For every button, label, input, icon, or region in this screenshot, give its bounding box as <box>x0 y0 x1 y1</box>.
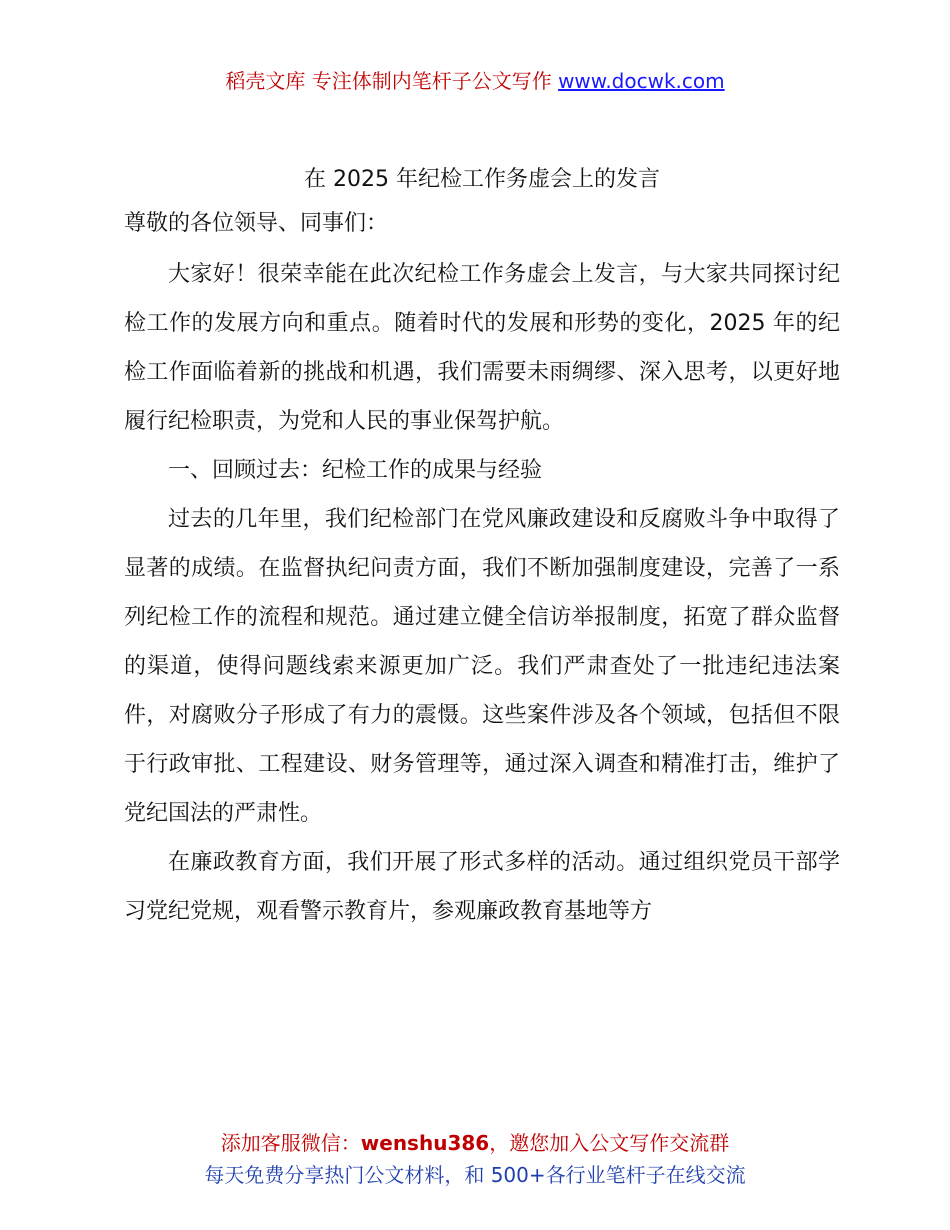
paragraph-intro: 大家好！很荣幸能在此次纪检工作务虚会上发言，与大家共同探讨纪检工作的发展方向和重点。随着时代的发展和形势的变化，2025 年的纪检工作面临着新的挑战和机遇，我们需要未雨绸缪、深入思考，以更好地履行纪检职责，为党和人民的事业保驾护航。 <box>124 262 840 434</box>
header-link[interactable]: www.docwk.com <box>558 69 725 93</box>
site-footer <box>0 1127 950 1191</box>
document-body <box>124 160 840 936</box>
paragraph-achievements: 过去的几年里，我们纪检部门在党风廉政建设和反腐败斗争中取得了显著的成绩。在监督执纪问责方面，我们不断加强制度建设，完善了一系列纪检工作的流程和规范。通过建立健全信访举报制度，拓宽了群众监督的渠道，使得问题线索来源更加广泛。我们严肃查处了一批违纪违法案件，对腐败分子形成了有力的震慑。这些案件涉及各个领域，包括但不限于行政审批、工程建设、财务管理等，通过深入调查和精准打击，维护了党纪国法的严肃性。 <box>124 507 840 826</box>
footer-wechat-id: wenshu386 <box>360 1131 490 1155</box>
salutation: 尊敬的各位领导、同事们： <box>124 211 389 236</box>
document-title: 在 2025 年纪检工作务虚会上的发言 <box>304 167 660 192</box>
site-header <box>0 66 950 96</box>
footer-contact-suffix: ，邀您加入公文写作交流群 <box>489 1131 730 1155</box>
footer-contact-prefix: 添加客服微信： <box>220 1131 361 1155</box>
paragraph-education: 在廉政教育方面，我们开展了形式多样的活动。通过组织党员干部学习党纪党规，观看警示教育片，参观廉政教育基地等方 <box>124 850 840 924</box>
footer-contact-line <box>0 1127 950 1159</box>
header-slogan: 稻壳文库 专注体制内笔杆子公文写作 <box>225 69 559 93</box>
footer-promo-line: 每天免费分享热门公文材料，和 500+各行业笔杆子在线交流 <box>204 1163 746 1187</box>
section-heading: 一、回顾过去：纪检工作的成果与经验 <box>168 458 543 483</box>
